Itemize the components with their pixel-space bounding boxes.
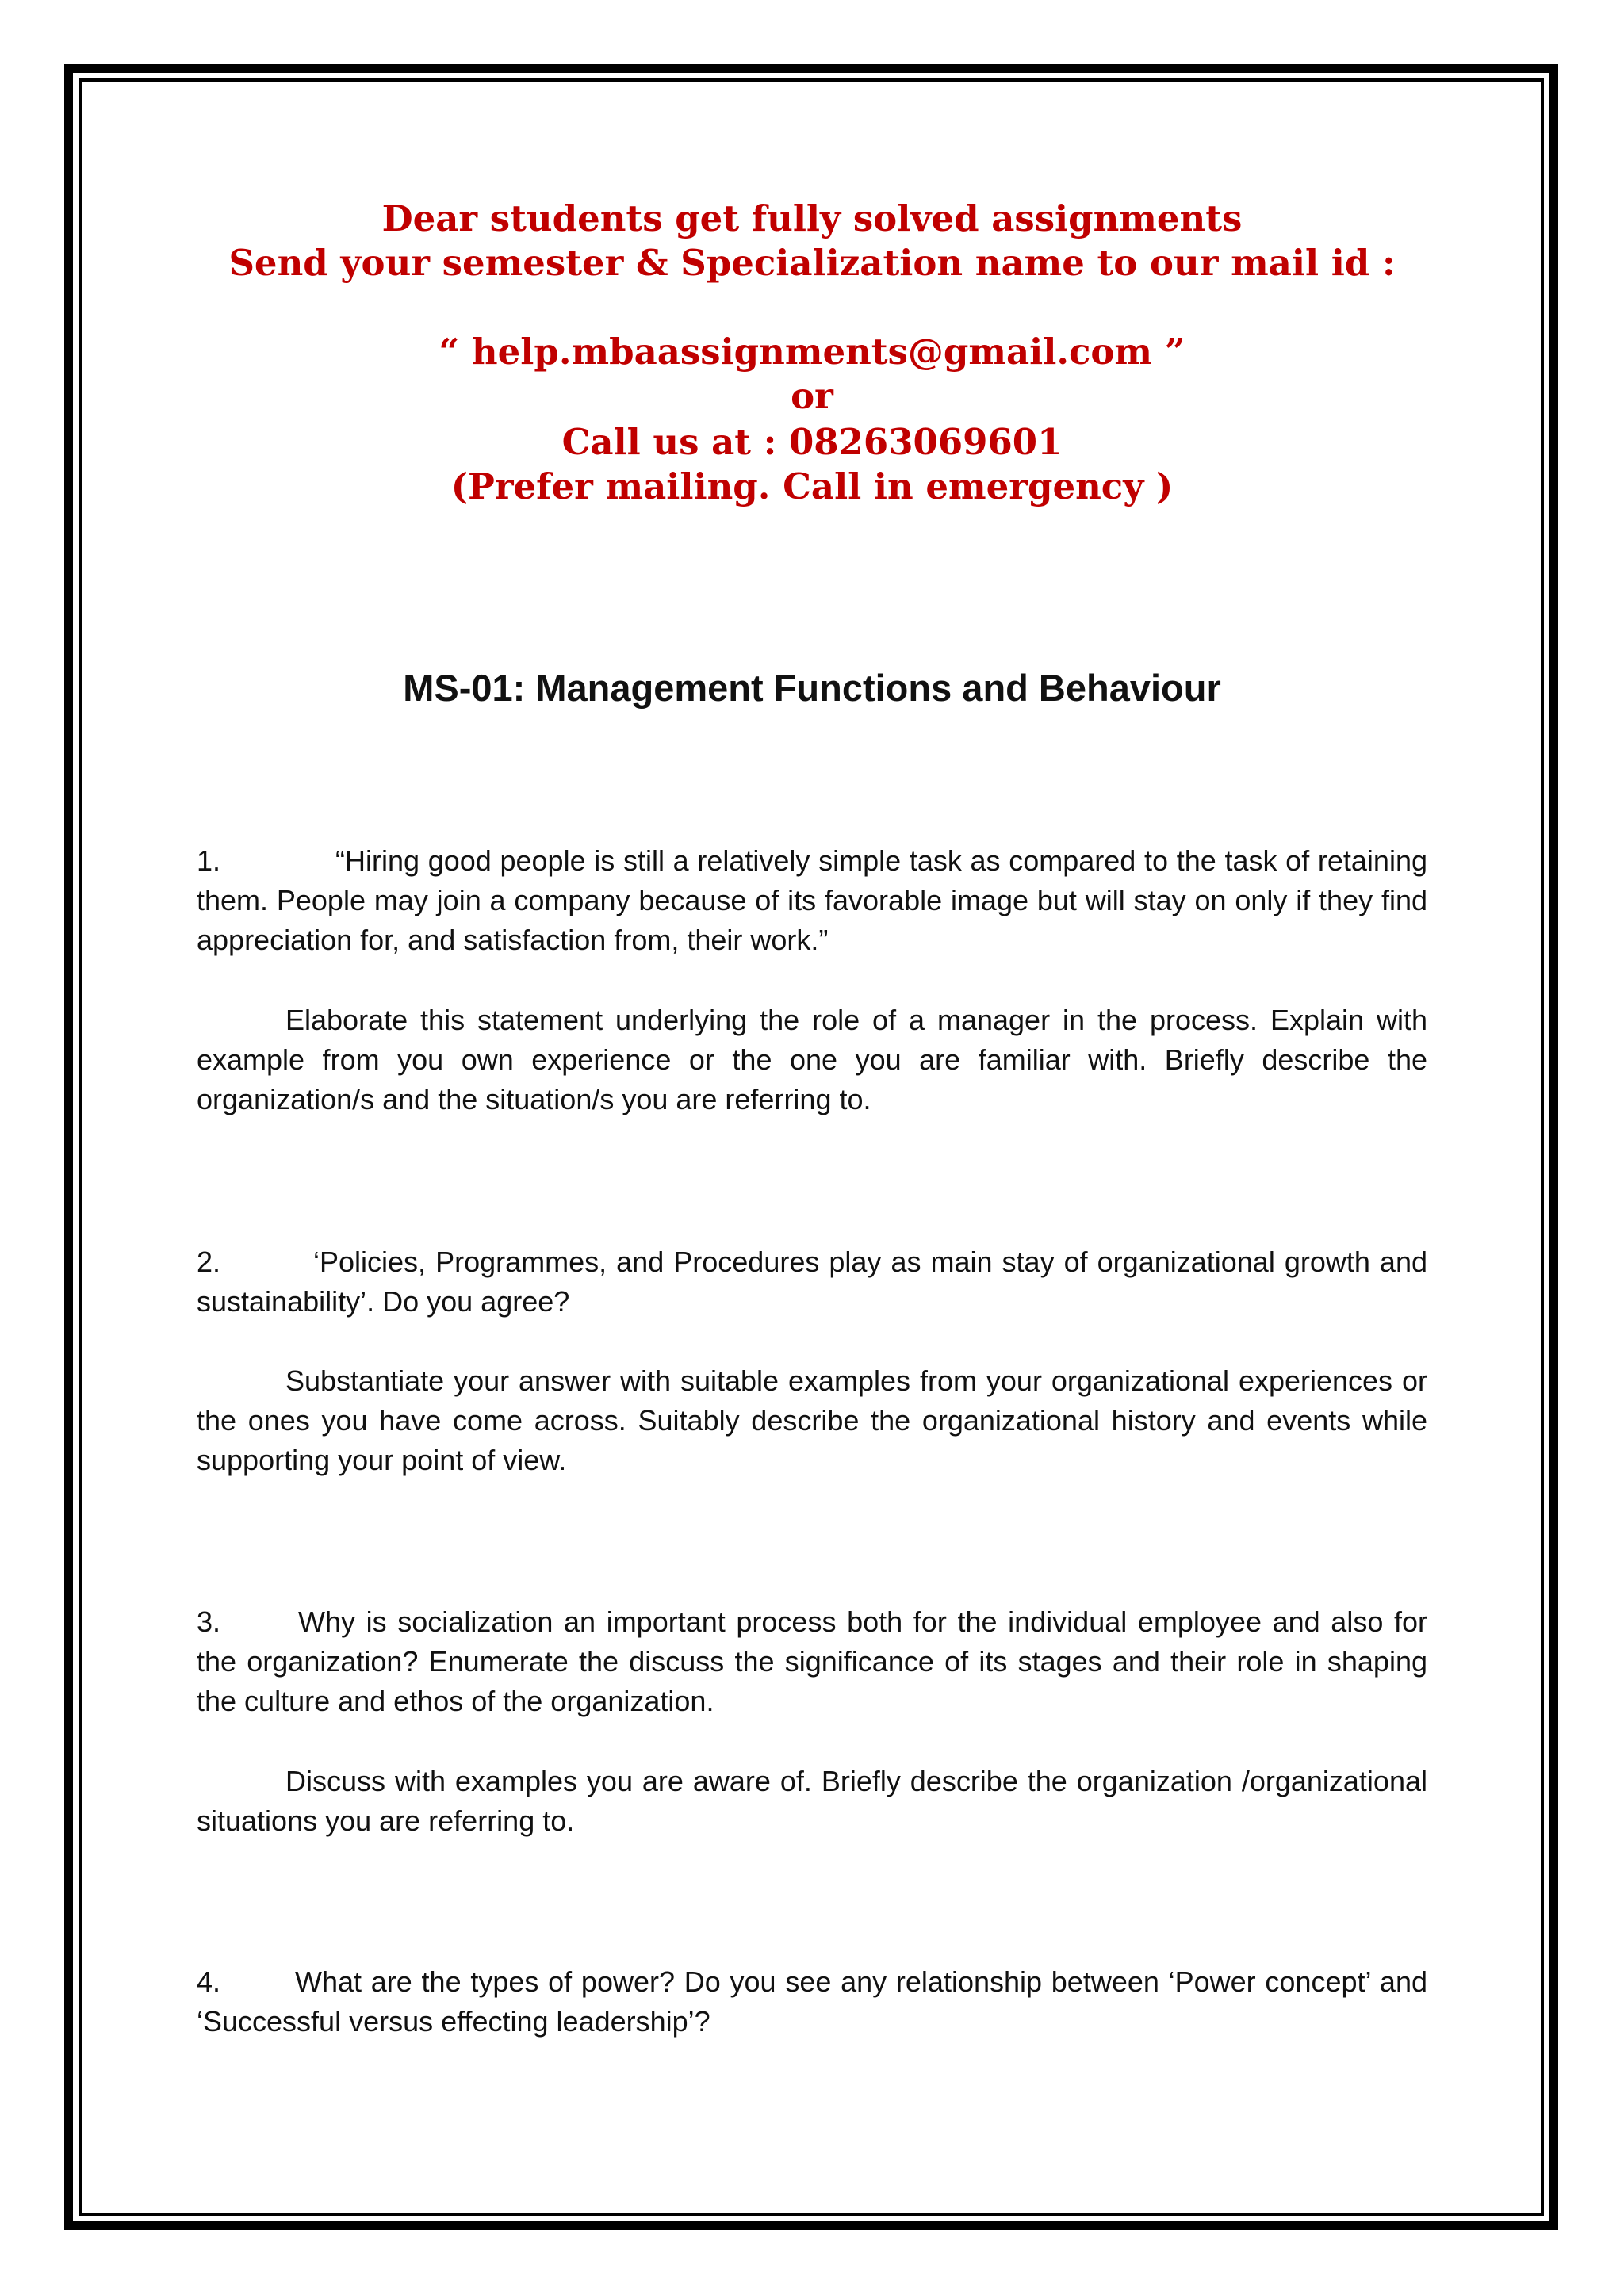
promo-email[interactable]: “ help.mbaassignments@gmail.com ” <box>439 331 1185 373</box>
question-4-text: What are the types of power? Do you see any relationship between ‘Power concept’ and ‘Successful versus effecting leadership’? <box>197 1965 1427 2038</box>
question-2-text: ‘Policies, Programmes, and Procedures play as main stay of organizational growth and sustainability’. Do you agree? <box>197 1246 1427 1318</box>
question-1-followup: Elaborate this statement underlying the role of a manager in the process. Explain with example from you own experience or the one you are familiar with. Briefly describe the organization/s and the situation/s you are referring to. <box>197 1004 1427 1115</box>
question-3-followup: Discuss with examples you are aware of. Briefly describe the organization /organizational situations you are referring to. <box>197 1765 1427 1837</box>
promo-or: or <box>791 375 833 417</box>
promo-line-2: Send your semester & Specialization name to our mail id : <box>228 242 1396 284</box>
promo-line-1: Dear students get fully solved assignments <box>381 197 1243 239</box>
question-2 <box>197 1242 1427 1322</box>
question-1 <box>197 841 1427 960</box>
page-title: MS-01: Management Functions and Behaviour <box>403 667 1221 709</box>
promo-phone: Call us at : 08263069601 <box>561 421 1063 463</box>
question-3-text: Why is socialization an important process both for the individual employee and also for the organization? Enumerate the discuss the significance of its stages and their role in shaping the culture and ethos of the organization. <box>197 1605 1427 1717</box>
promo-prefer-note: (Prefer mailing. Call in emergency ) <box>450 465 1174 507</box>
question-2-followup: Substantiate your answer with suitable examples from your organizational experiences or the ones you have come across. Suitably describe the organizational history and events while supporting your point of view. <box>197 1364 1427 1476</box>
question-4-number: 4. <box>197 1965 221 1998</box>
question-3 <box>197 1602 1427 1721</box>
question-1-number: 1. <box>197 844 221 877</box>
question-2-number: 2. <box>197 1246 221 1278</box>
question-1-text: “Hiring good people is still a relatively simple task as compared to the task of retaining them. People may join a company because of its favorable image but will stay on only if they find appreciation for, and satisfaction from, their work.” <box>197 844 1427 956</box>
question-3-number: 3. <box>197 1605 221 1638</box>
question-4 <box>197 1962 1427 2042</box>
